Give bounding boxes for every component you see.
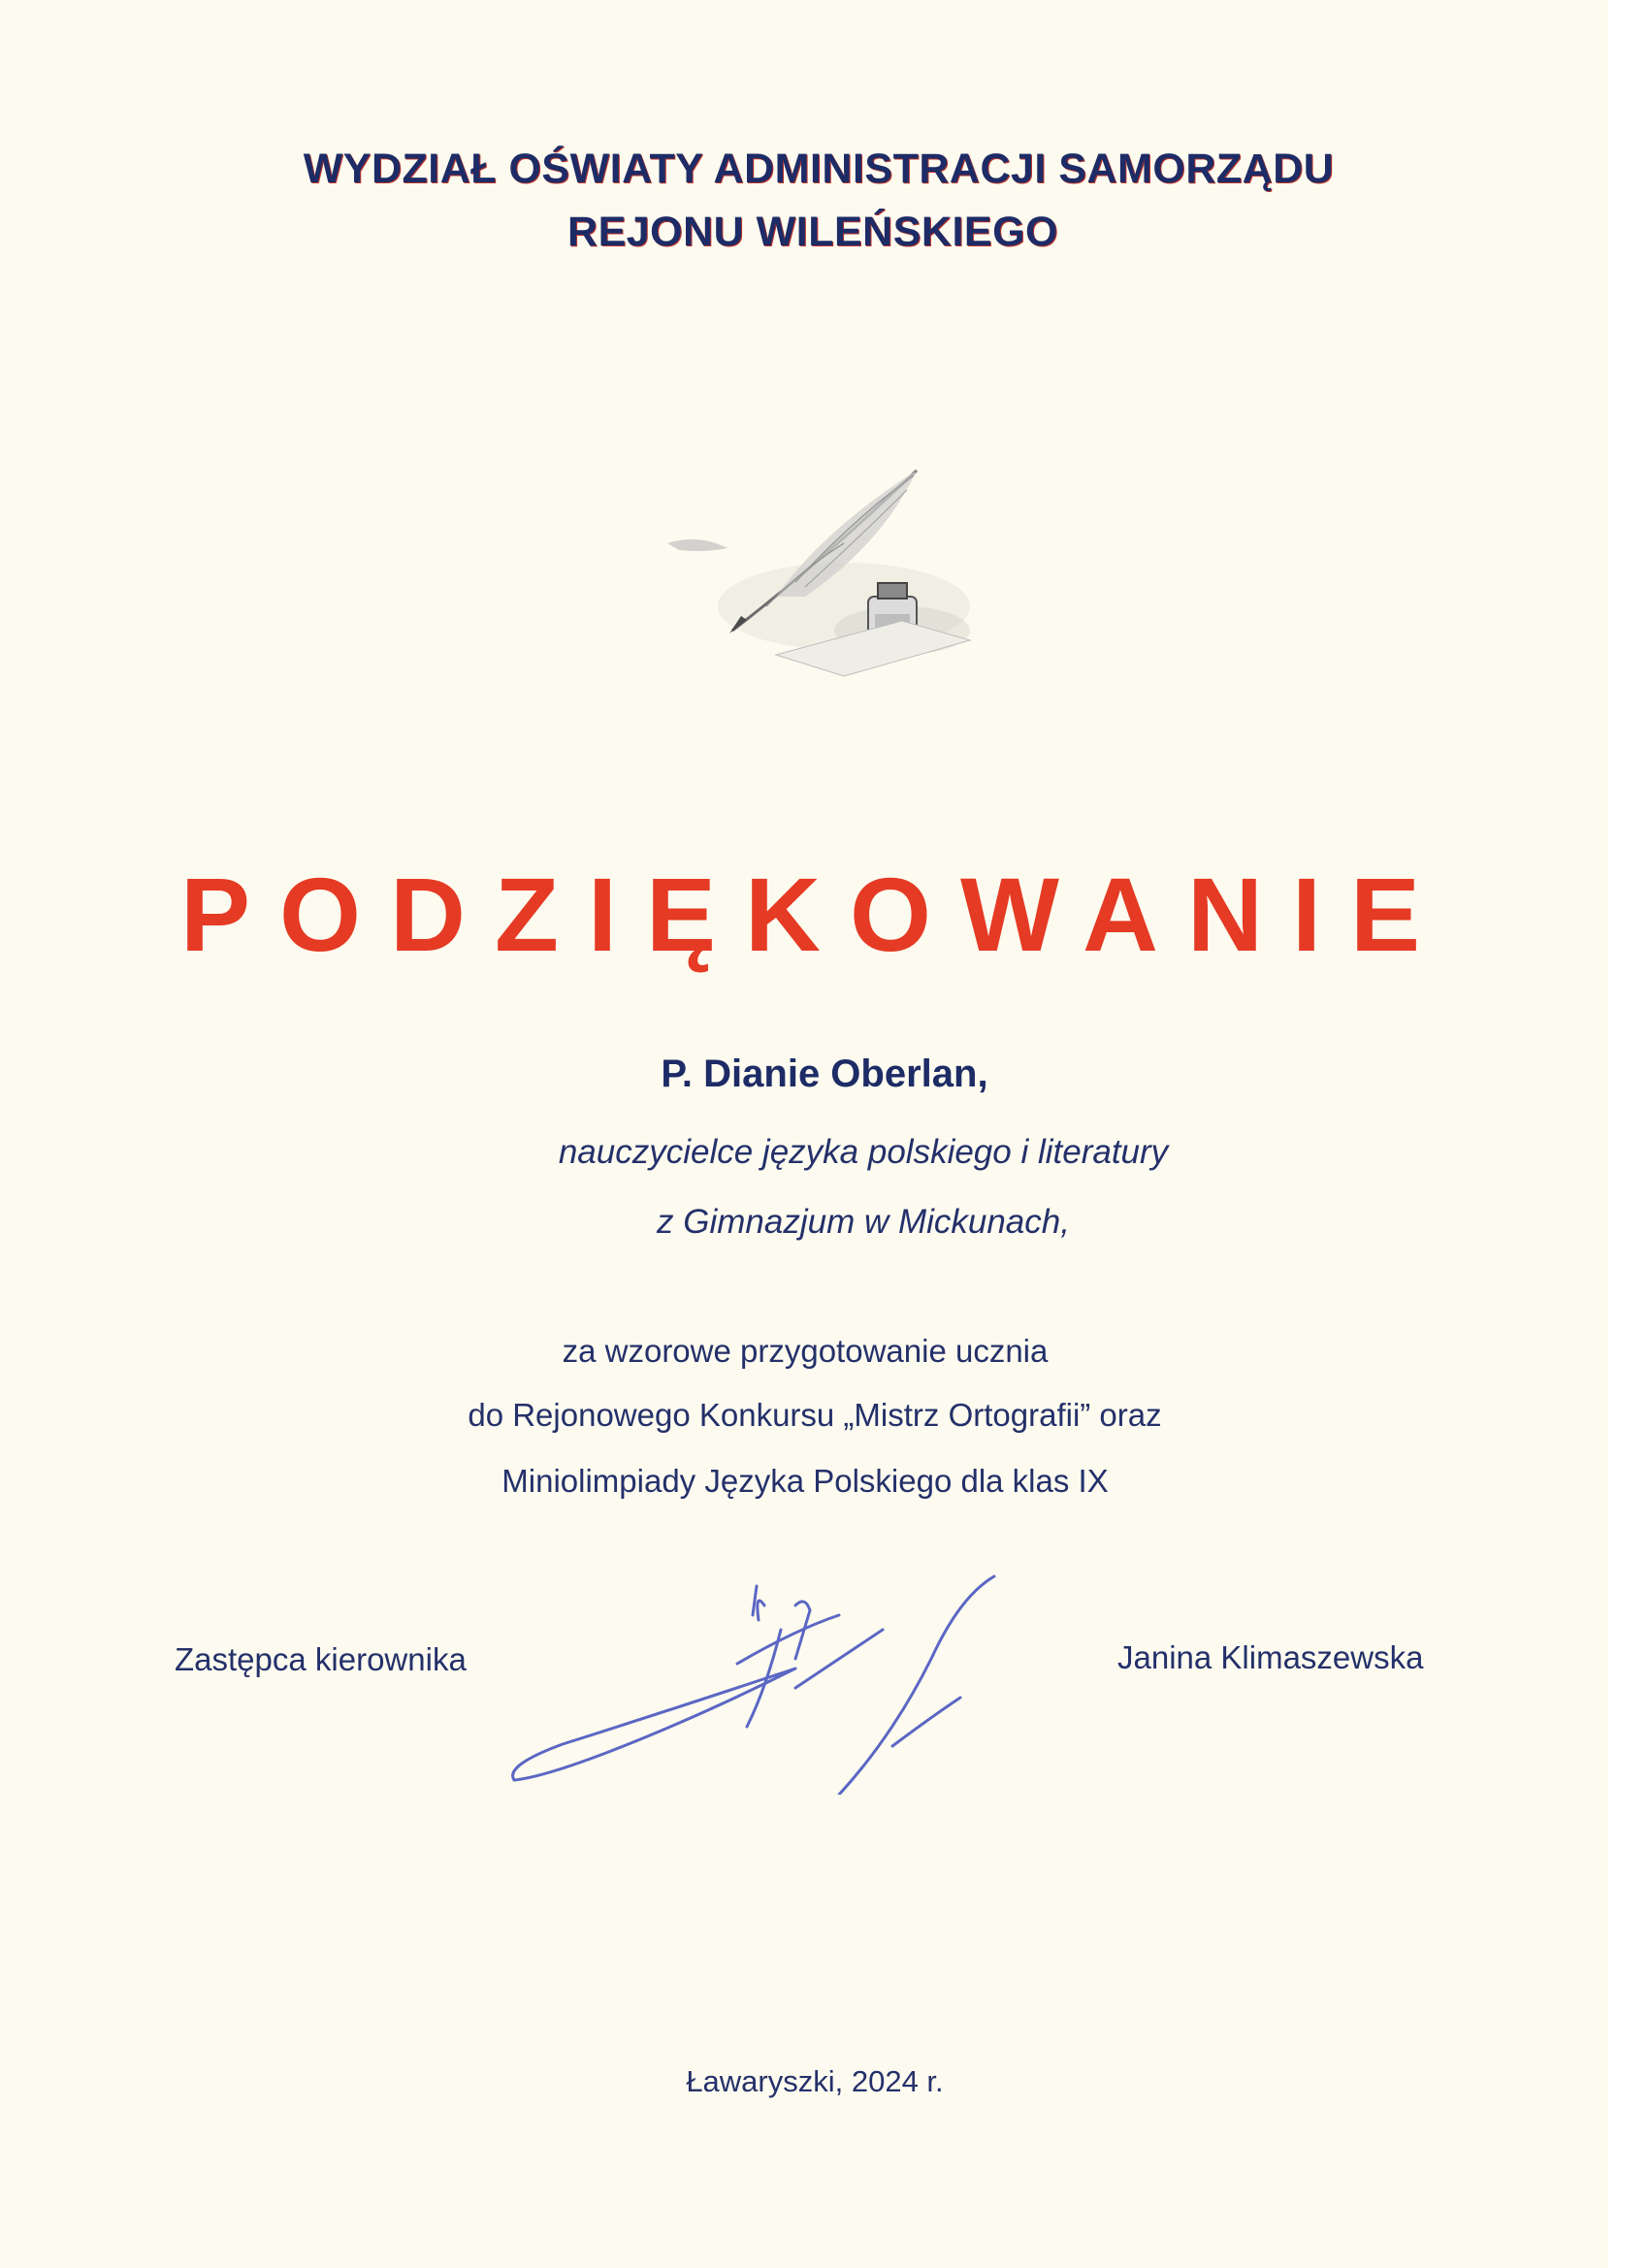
recipient-school: z Gimnazjum w Mickunach, <box>657 1203 1070 1241</box>
signatory-name: Janina Klimaszewska <box>1117 1639 1424 1675</box>
certificate-title: PODZIĘKOWANIE <box>179 856 1450 973</box>
reason-line-3: Miniolimpiady Języka Polskiego dla klas IX <box>501 1463 1109 1499</box>
reason-line-2: do Rejonowego Konkursu „Mistrz Ortografii” oraz <box>468 1397 1162 1433</box>
issuer-line-1: WYDZIAŁ OŚWIATY ADMINISTRACJI SAMORZĄDU <box>303 146 1335 192</box>
recipient-name: P. Dianie Oberlan, <box>661 1053 988 1095</box>
handwritten-signature <box>504 1571 1009 1795</box>
recipient-role: nauczycielce języka polskiego i literatury <box>558 1133 1169 1171</box>
place-and-date: Ławaryszki, 2024 r. <box>686 2064 944 2098</box>
scan-margin <box>1608 0 1649 2268</box>
signatory-position: Zastępca kierownika <box>175 1641 467 1677</box>
issuer-line-2: REJONU WILEŃSKIEGO <box>567 209 1058 255</box>
reason-line-1: za wzorowe przygotowanie ucznia <box>562 1333 1049 1369</box>
quill-and-inkwell-icon <box>660 451 989 684</box>
